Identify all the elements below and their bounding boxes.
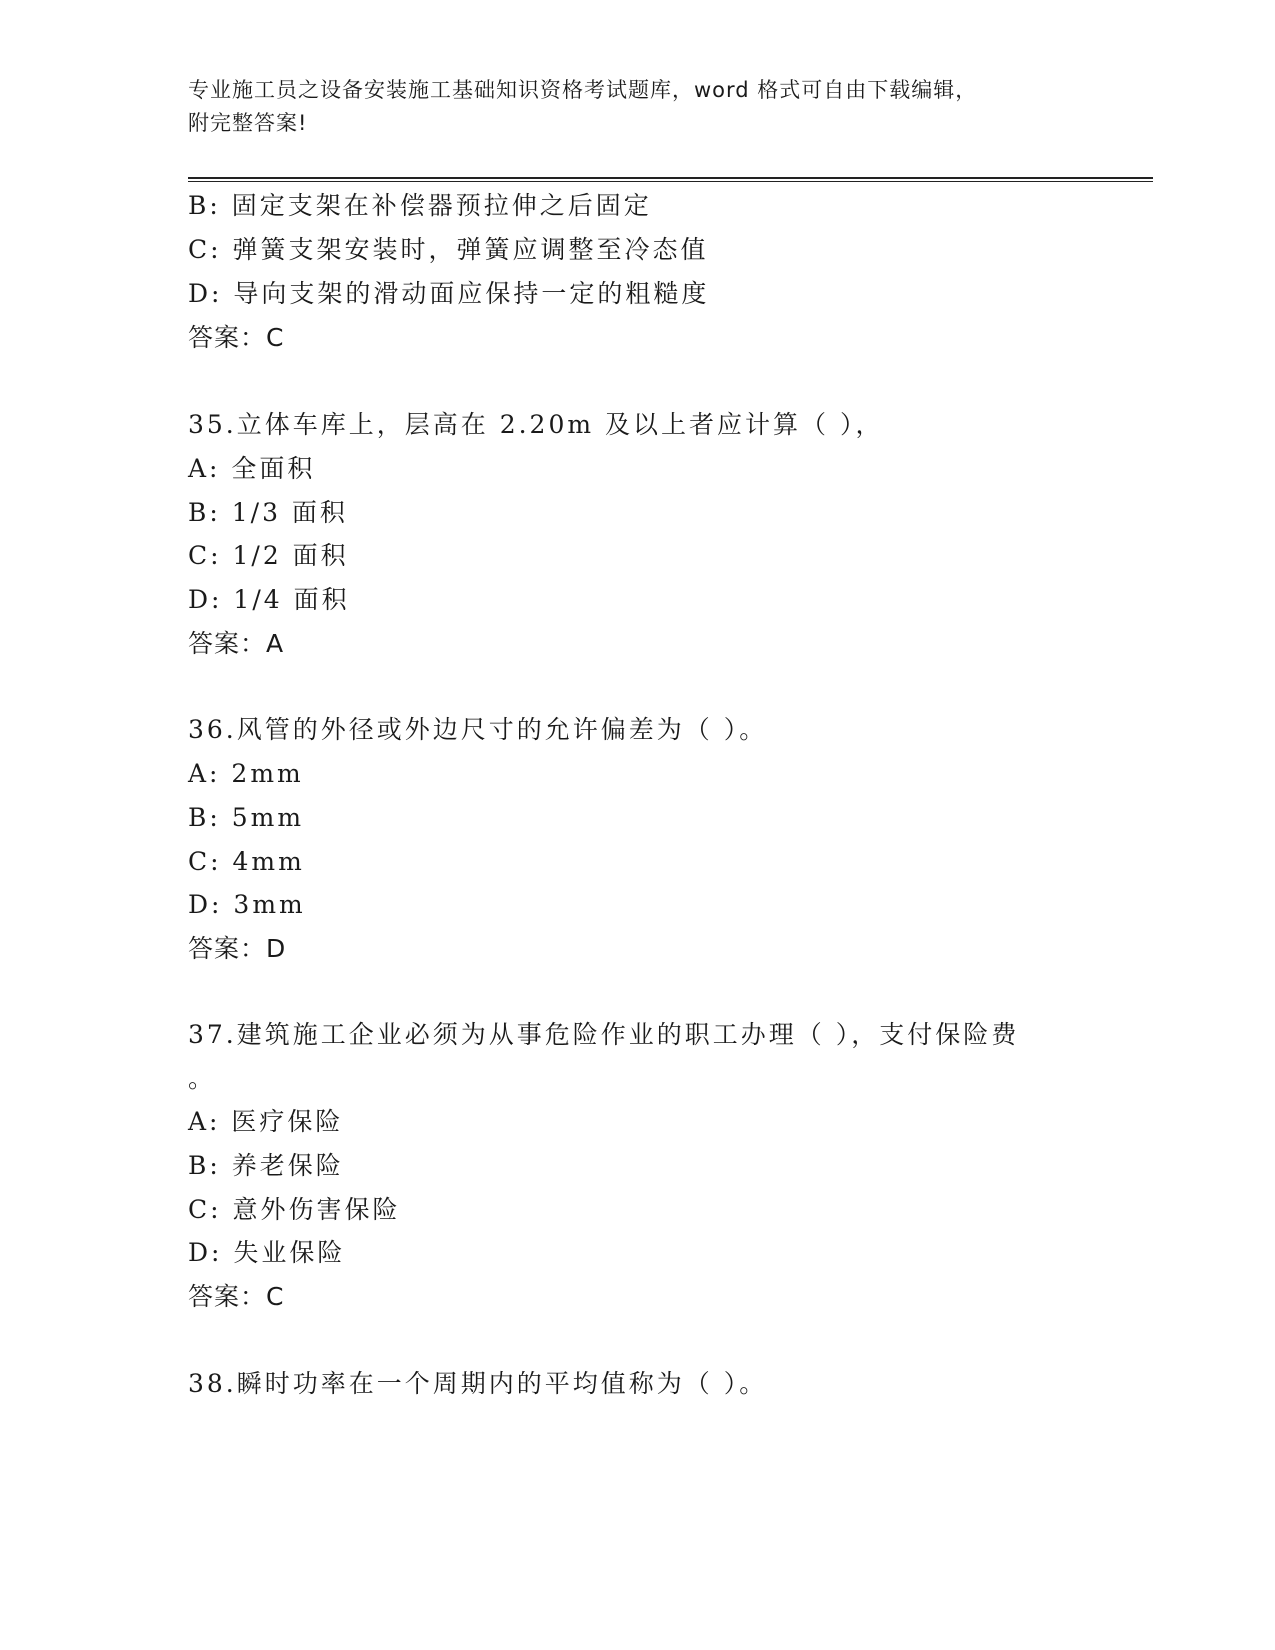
q36-option-b: B: 5mm: [188, 803, 305, 832]
q34-answer: 答案：C: [188, 323, 285, 352]
q37-option-c: C: 意外伤害保险: [188, 1195, 401, 1224]
header-line-2: 附完整答案!: [188, 111, 308, 135]
q36-stem: 36.风管的外径或外边尺寸的允许偏差为（ ）。: [188, 715, 768, 744]
q37-stem: 37.建筑施工企业必须为从事危险作业的职工办理（ ），支付保险费: [188, 1020, 1020, 1049]
header-divider: [188, 177, 1153, 182]
q36-option-c: C: 4mm: [188, 847, 305, 876]
q34-option-b: B: 固定支架在补偿器预拉伸之后固定: [188, 191, 652, 220]
q35-answer: 答案：A: [188, 629, 285, 658]
q37-option-b: B: 养老保险: [188, 1151, 344, 1180]
q36-option-a: A: 2mm: [188, 759, 304, 788]
q36-option-d: D: 3mm: [188, 890, 306, 919]
q37-option-d: D: 失业保险: [188, 1238, 346, 1267]
q35-option-c: C: 1/2 面积: [188, 541, 349, 570]
document-header: [188, 74, 1068, 140]
q34-option-d: D: 导向支架的滑动面应保持一定的粗糙度: [188, 279, 710, 308]
q37-answer: 答案：C: [188, 1282, 285, 1311]
q38-stem: 38.瞬时功率在一个周期内的平均值称为（ ）。: [188, 1369, 768, 1398]
q34-option-c: C: 弹簧支架安装时，弹簧应调整至冷态值: [188, 235, 709, 264]
q35-option-b: B: 1/3 面积: [188, 498, 348, 527]
q35-option-d: D: 1/4 面积: [188, 585, 350, 614]
q35-stem: 35.立体车库上，层高在 2.20m 及以上者应计算（ ），: [188, 410, 884, 439]
q36-answer: 答案：D: [188, 934, 287, 963]
q35-option-a: A: 全面积: [188, 454, 316, 483]
header-line-1: 专业施工员之设备安装施工基础知识资格考试题库，word 格式可自由下载编辑，: [188, 78, 978, 102]
q37-option-a: A: 医疗保险: [188, 1107, 344, 1136]
q37-stem-continued: 。: [188, 1064, 217, 1093]
